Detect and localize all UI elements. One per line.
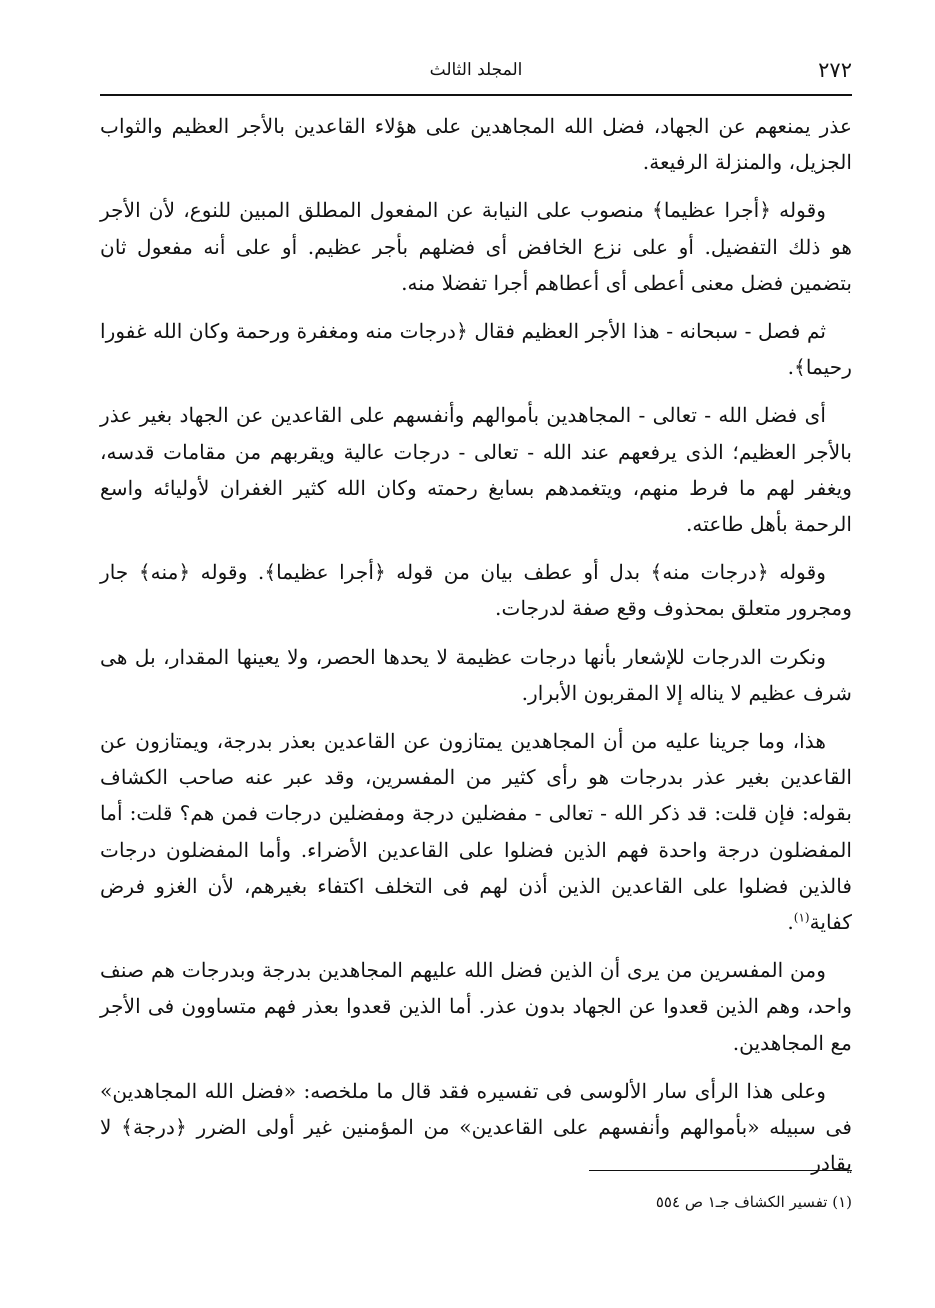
page-header (100, 56, 852, 94)
footnote-reference[interactable]: (١) (793, 910, 810, 925)
paragraph: ومن المفسرين من يرى أن الذين فضل الله عليهم المجاهدين بدرجة وبدرجات هم صنف واحد، وهم الذين قعدوا عن الجهاد بدون عذر. أما الذين قعدوا بعذر فهم متساوون فى الأجر مع المجاهدين. (100, 958, 852, 1055)
running-title: المجلد الثالث (429, 60, 523, 80)
page-number: ٢٧٢ (818, 58, 852, 82)
footnote: (١) تفسير الكشاف جـ١ ص ٥٥٤ (655, 1193, 852, 1211)
paragraph-with-footnote (100, 723, 852, 940)
paragraph: أى فضل الله - تعالى - المجاهدين بأموالهم وأنفسهم على القاعدين عن الجهاد بغير عذر بالأجر العظيم؛ الذى يرفعهم عند الله - تعالى - درجات عالية ويقربهم من مقامات قدسه، ويغفر لهم ما فرط منهم، ويتغمدهم بسابغ رحمته وكان الله كثير الغفران لأوليائه واسع الرحمة بأهل طاعته. (100, 403, 852, 537)
paragraph-text: هذا، وما جرينا عليه من أن المجاهدين يمتازون عن القاعدين بعذر بدرجة، ويمتازون عن القاعدين بغير عذر بدرجات هو رأى كثير من المفسرين، وقد عبر عنه صاحب الكشاف بقوله: فإن قلت: قد ذكر الله - تعالى - مفضلين درجة ومفضلين درجات فمن هم؟ قلت: أما المفضلون درجة واحدة فهم الذين فضلوا على القاعدين الأضراء. وأما المفضلون درجات فالذين فضلوا على القاعدين الذين أذن لهم فى التخلف اكتفاء بغيرهم، لأن الغزو فرض كفاية (100, 729, 852, 935)
paragraph: وقوله ﴿أجرا عظيما﴾ منصوب على النيابة عن المفعول المطلق المبين للنوع، لأن الأجر هو ذلك التفضيل. أو على نزع الخافض أى فضلهم بأجر عظيم. أو على أنه مفعول ثان بتضمين فضل معنى أعطى أى أعطاهم أجرا تفضلا منه. (100, 198, 852, 295)
paragraph-tail: . (787, 910, 794, 935)
paragraph: عذر يمنعهم عن الجهاد، فضل الله المجاهدين على هؤلاء القاعدين بالأجر العظيم والثواب الجزيل، والمنزلة الرفيعة. (100, 114, 852, 175)
paragraph: وعلى هذا الرأى سار الألوسى فى تفسيره فقد قال ما ملخصه: «فضل الله المجاهدين» فى سبيله «بأموالهم وأنفسهم على القاعدين» من المؤمنين غير أولى الضرر ﴿درجة﴾ لا يقادر (100, 1078, 852, 1176)
body-text (100, 108, 852, 1181)
paragraph: وقوله ﴿درجات منه﴾ بدل أو عطف بيان من قوله ﴿أجرا عظيما﴾. وقوله ﴿منه﴾ جار ومجرور متعلق بمحذوف وقع صفة لدرجات. (100, 560, 852, 621)
paragraph: ثم فصل - سبحانه - هذا الأجر العظيم فقال ﴿درجات منه ومغفرة ورحمة وكان الله غفورا رحيما﴾. (100, 319, 852, 380)
footnote-rule (589, 1170, 852, 1171)
header-rule (100, 94, 852, 96)
paragraph: ونكرت الدرجات للإشعار بأنها درجات عظيمة لا يحدها الحصر، ولا يعينها المقدار، بل هى شرف عظيم لا يناله إلا المقربون الأبرار. (100, 644, 852, 705)
